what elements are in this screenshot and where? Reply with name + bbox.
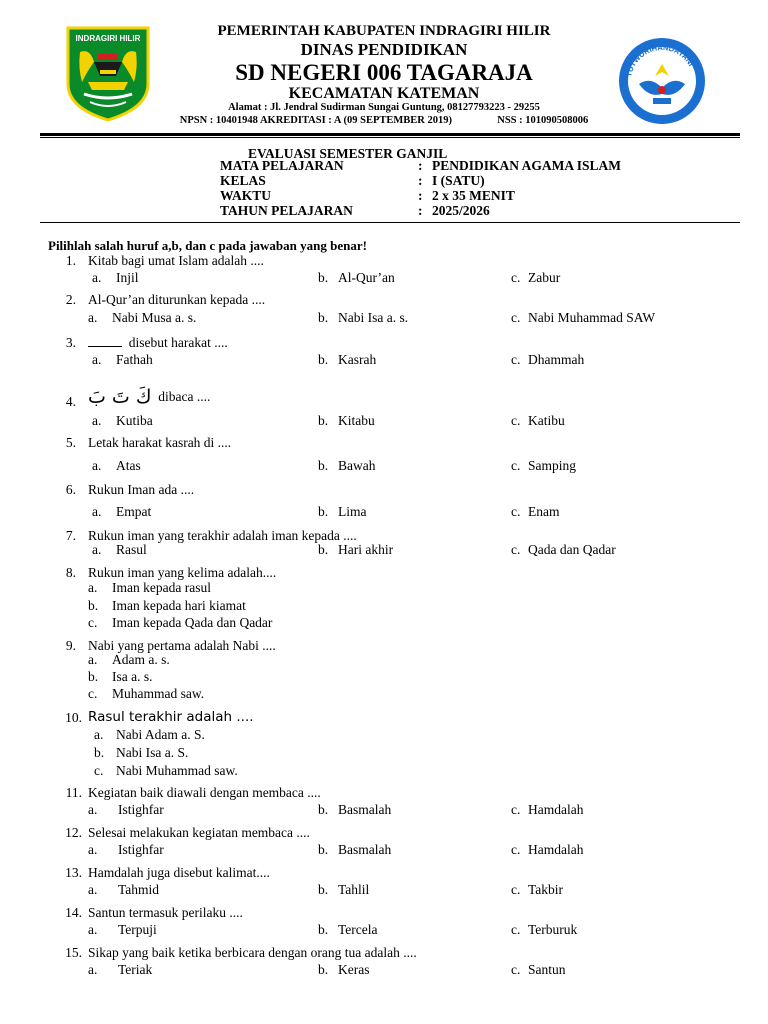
option-a[interactable]: a. Terpuji — [88, 922, 157, 937]
option-b[interactable]: b. Al-Qur’an — [318, 270, 395, 285]
question-number: 8. — [65, 565, 76, 580]
info-value: PENDIDIKAN AGAMA ISLAM — [432, 158, 622, 173]
question-text: Kitab bagi umat Islam adalah .... — [88, 253, 264, 268]
option-b[interactable]: b. Tercela — [318, 922, 378, 937]
info-key: TAHUN PELAJARAN — [220, 203, 353, 218]
department-line: DINAS PENDIDIKAN — [300, 40, 468, 59]
option-a[interactable]: a. Istighfar — [88, 842, 164, 857]
option-c[interactable]: c. Katibu — [511, 413, 565, 428]
question-text: Rukun iman yang terakhir adalah iman kepada .... — [88, 528, 357, 543]
address-line: Alamat : Jl. Jendral Sudirman Sungai Guntung, 08127793223 - 29255 — [228, 102, 540, 113]
question-number: 6. — [65, 482, 76, 497]
school-name: SD NEGERI 006 TAGARAJA — [235, 60, 533, 85]
question-text: Rasul terakhir adalah .... — [88, 709, 254, 725]
question-text: Letak harakat kasrah di .... — [88, 435, 232, 450]
option-c[interactable]: c. Takbir — [511, 882, 564, 897]
option-a[interactable]: a. Nabi Musa a. s. — [88, 310, 197, 325]
question-text: Rukun Iman ada .... — [88, 482, 195, 497]
option-c[interactable]: c. Iman kepada Qada dan Qadar — [88, 615, 273, 630]
info-key: WAKTU — [220, 188, 272, 203]
option-b[interactable]: b. Basmalah — [318, 842, 392, 857]
info-colon: : — [418, 203, 423, 218]
option-b[interactable]: b. Nabi Isa a. s. — [318, 310, 409, 325]
question-text: disebut harakat .... — [88, 335, 228, 351]
option-a[interactable]: a. Kutiba — [92, 413, 153, 428]
question-text: Rukun iman yang kelima adalah.... — [88, 565, 277, 580]
answer-blank — [88, 336, 122, 347]
option-c[interactable]: c. Muhammad saw. — [88, 686, 205, 701]
option-b[interactable]: b. Basmalah — [318, 802, 392, 817]
option-b[interactable]: b. Keras — [318, 962, 370, 977]
header-divider-thin — [40, 137, 740, 138]
info-value: 2 x 35 MENIT — [432, 188, 515, 203]
question-number: 7. — [65, 528, 76, 543]
option-a[interactable]: a. Iman kepada rasul — [88, 580, 211, 595]
option-b[interactable]: b. Bawah — [318, 458, 376, 473]
option-b[interactable]: b. Hari akhir — [318, 542, 394, 557]
district-line: KECAMATAN KATEMAN — [288, 85, 480, 102]
question-number: 3. — [65, 335, 76, 350]
question-number: 9. — [65, 638, 76, 653]
option-a[interactable]: a. Teriak — [88, 962, 153, 977]
question-number: 4. — [65, 394, 76, 409]
option-a[interactable]: a. Atas — [92, 458, 141, 473]
question-number: 10. — [65, 710, 82, 725]
info-colon: : — [418, 173, 423, 188]
option-a[interactable]: a. Tahmid — [88, 882, 160, 897]
arabic-letters: كَ تَ بَ — [88, 386, 152, 408]
option-c[interactable]: c. Qada dan Qadar — [511, 542, 616, 557]
logo-right-text: TUTWURIHANDAYANI — [624, 42, 696, 78]
option-a[interactable]: a. Adam a. s. — [88, 652, 170, 667]
question-number: 13. — [65, 865, 82, 880]
question-text: Selesai melakukan kegiatan membaca .... — [88, 825, 310, 840]
option-a[interactable]: a. Fathah — [92, 352, 153, 367]
option-a[interactable]: a. Istighfar — [88, 802, 164, 817]
option-c[interactable]: c. Nabi Muhammad saw. — [94, 763, 238, 778]
instruction: Pilihlah salah huruf a,b, dan c pada jawaban yang benar! — [48, 238, 367, 253]
question-text: Sikap yang baik ketika berbicara dengan orang tua adalah .... — [88, 945, 417, 960]
question-number: 12. — [65, 825, 82, 840]
info-key: MATA PELAJARAN — [220, 158, 344, 173]
option-a[interactable]: a. Rasul — [92, 542, 147, 557]
info-key: KELAS — [220, 173, 266, 188]
info-value: I (SATU) — [432, 173, 485, 188]
question-text: Al-Qur’an diturunkan kepada .... — [88, 292, 266, 307]
option-c[interactable]: c. Nabi Muhammad SAW — [511, 310, 656, 325]
info-divider — [40, 222, 740, 223]
header-divider-thick — [40, 133, 740, 136]
option-b[interactable]: b. Lima — [318, 504, 367, 519]
option-b[interactable]: b. Kasrah — [318, 352, 377, 367]
option-a[interactable]: a. Empat — [92, 504, 152, 519]
option-c[interactable]: c. Enam — [511, 504, 560, 519]
logo-left-text: INDRAGIRI HILIR — [75, 34, 141, 43]
question-number: 11. — [65, 785, 82, 800]
question-number: 14. — [65, 905, 82, 920]
npsn-line — [0, 115, 768, 126]
option-b[interactable]: b. Isa a. s. — [88, 669, 153, 684]
question-number: 5. — [65, 435, 76, 450]
question-text: Nabi yang pertama adalah Nabi .... — [88, 638, 276, 653]
info-colon: : — [418, 158, 423, 173]
question-text: Hamdalah juga disebut kalimat.... — [88, 865, 270, 880]
option-c[interactable]: c. Samping — [511, 458, 577, 473]
option-b[interactable]: b. Kitabu — [318, 413, 375, 428]
exam-title: EVALUASI SEMESTER GANJIL — [248, 146, 448, 161]
option-c[interactable]: c. Zabur — [511, 270, 561, 285]
info-colon: : — [418, 188, 423, 203]
option-c[interactable]: c. Santun — [511, 962, 566, 977]
npsn-text: NPSN : 10401948 AKREDITASI : A (09 SEPTEMBER 2019) — [179, 115, 452, 126]
option-b[interactable]: b. Tahlil — [318, 882, 370, 897]
option-a[interactable]: a. Injil — [92, 270, 139, 285]
government-line: PEMERINTAH KABUPATEN INDRAGIRI HILIR — [217, 23, 551, 39]
option-b[interactable]: b. Iman kepada hari kiamat — [88, 598, 246, 613]
question-text: Kegiatan baik diawali dengan membaca .... — [88, 785, 321, 800]
info-value: 2025/2026 — [432, 203, 490, 218]
option-a[interactable]: a. Nabi Adam a. S. — [94, 727, 205, 742]
option-b[interactable]: b. Nabi Isa a. S. — [94, 745, 189, 760]
question-number: 2. — [65, 292, 76, 307]
option-c[interactable]: c. Terburuk — [511, 922, 578, 937]
option-c[interactable]: c. Hamdalah — [511, 802, 584, 817]
question-text: كَ تَ بَ dibaca .... — [88, 386, 211, 408]
question-number: 1. — [65, 253, 76, 268]
question-text: Santun termasuk perilaku .... — [88, 905, 243, 920]
nss-text: NSS : 101090508006 — [497, 115, 589, 126]
option-c[interactable]: c. Hamdalah — [511, 842, 584, 857]
option-c[interactable]: c. Dhammah — [511, 352, 585, 367]
question-number: 15. — [65, 945, 82, 960]
